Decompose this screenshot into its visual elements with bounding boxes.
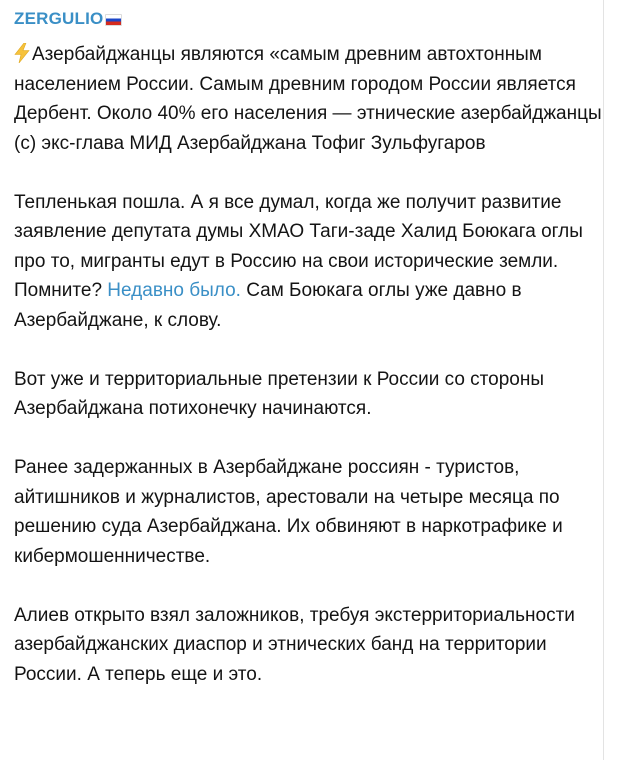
paragraph-text: Алиев открыто взял заложников, требуя экстерриториальности азербайджанских диаспор и этнических банд на территории России. А теперь еще и это. [14,604,575,685]
message-paragraph-4 [14,453,602,571]
message-text [14,40,602,689]
message-paragraph-1 [14,40,602,158]
russian-flag-icon [105,14,122,26]
channel-name[interactable]: ZERGULIO [14,9,104,28]
lightning-bolt-icon [14,43,30,63]
paragraph-text: Ранее задержанных в Азербайджане россиян - туристов, айтишников и журналистов, арестовали на четыре месяца по решению суда Азербайджана. Их обвиняют в наркотрафике и кибермошенничестве. [14,457,563,567]
recent-post-link[interactable]: Недавно было. [107,280,241,301]
channel-header [14,8,603,30]
message-paragraph-5 [14,601,602,690]
message-paragraph-2 [14,188,602,336]
paragraph-text: Азербайджанцы являются «самым древним автохтонным населением России. Самым древним городом России является Дербент. Около 40% его населения — этнические азербайджанцы (с) экс-глава МИД Азербайджана Тофиг Зульфугаров [14,44,602,154]
paragraph-text: Вот уже и территориальные претензии к России со стороны Азербайджана потихонечку начинаются. [14,368,545,419]
paragraph-text: Тепленькая пошла. А я все думал, когда же получит развитие заявление депутата думы ХМАО Таги-заде Халид Боюкага оглы про то, мигранты едут в Россию на свои исторические земли. Помните? [14,191,583,301]
message-paragraph-3 [14,365,602,424]
paragraph-text: Сам Боюкага оглы уже давно в Азербайджане, к слову. [14,280,522,331]
